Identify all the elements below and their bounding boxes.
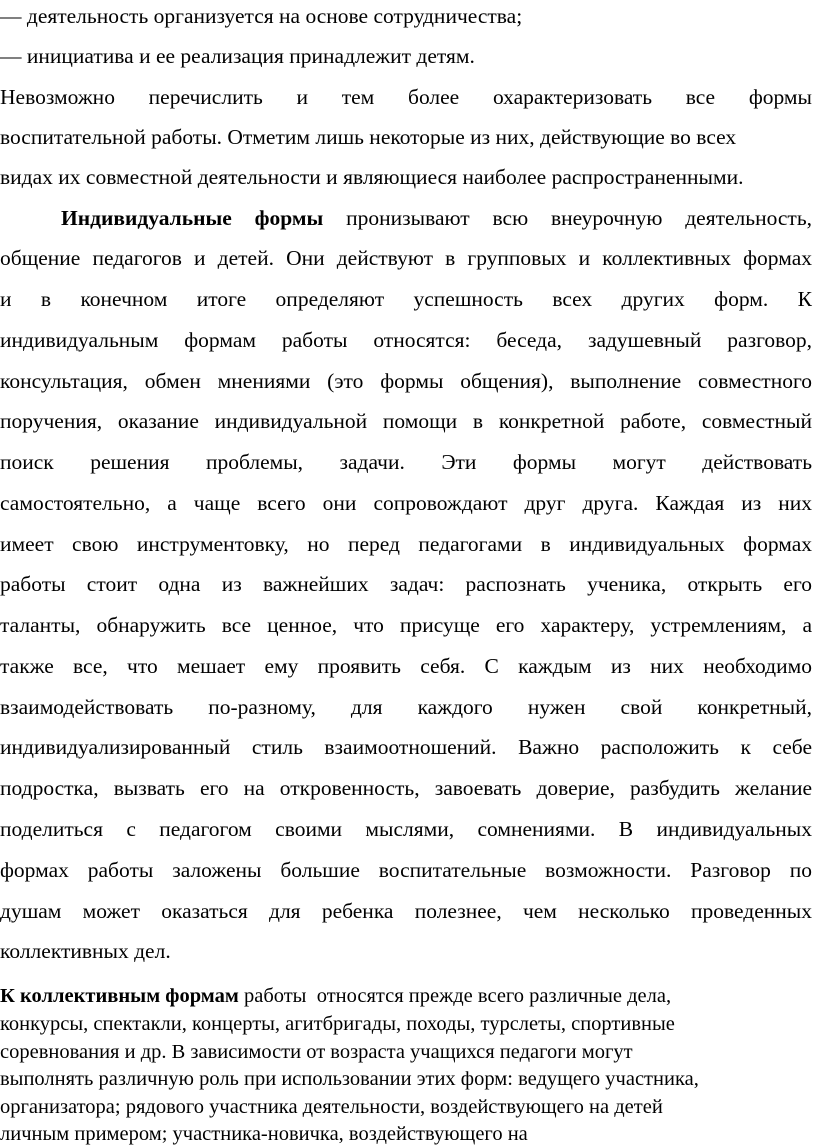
paragraph-line: Невозможно перечислить и тем более охарактеризовать все формы xyxy=(0,85,812,109)
paragraph-line: индивидуализированный стиль взаимоотношений. Важно расположить к себе xyxy=(0,735,812,759)
collective-forms-heading: К коллективным формам xyxy=(0,985,239,1007)
list-item: — деятельность организуется на основе сотрудничества; xyxy=(0,4,523,28)
list-item: — инициатива и ее реализация принадлежит детям. xyxy=(0,44,475,68)
paragraph-line: общение педагогов и детей. Они действуют в групповых и коллективных формах xyxy=(0,246,812,270)
paragraph-line: таланты, обнаружить все ценное, что присуще его характеру, устремлениям, а xyxy=(0,613,812,637)
paragraph-line: поручения, оказание индивидуальной помощи в конкретной работе, совместный xyxy=(0,409,812,433)
paragraph-line: соревнования и др. В зависимости от возраста учащихся педагоги могут xyxy=(0,1041,633,1063)
paragraph-line: видах их совместной деятельности и являющиеся наиболее распространенными. xyxy=(0,165,744,189)
paragraph-line: самостоятельно, а чаще всего они сопровождают друг друга. Каждая из них xyxy=(0,491,812,515)
paragraph-line: консультация, обмен мнениями (это формы общения), выполнение совместного xyxy=(0,369,812,393)
paragraph-line: выполнять различную роль при использовании этих форм: ведущего участника, xyxy=(0,1068,699,1090)
paragraph-line: Индивидуальные формы пронизывают всю внеурочную деятельность, xyxy=(61,206,813,230)
paragraph-line: поделиться с педагогом своими мыслями, сомнениями. В индивидуальных xyxy=(0,817,812,841)
paragraph-line: воспитательной работы. Отметим лишь некоторые из них, действующие во всех xyxy=(0,125,737,149)
paragraph-line: душам может оказаться для ребенка полезнее, чем несколько проведенных xyxy=(0,899,812,923)
paragraph-line: организатора; рядового участника деятельности, воздействующего на детей xyxy=(0,1096,663,1118)
paragraph-line: конкурсы, спектакли, концерты, агитбригады, походы, турслеты, спортивные xyxy=(0,1013,675,1035)
paragraph-line: коллективных дел. xyxy=(0,939,171,963)
individual-forms-heading: Индивидуальные формы xyxy=(61,206,324,230)
paragraph-line: подростка, вызвать его на откровенность, завоевать доверие, разбудить желание xyxy=(0,776,812,800)
paragraph-line: работы стоит одна из важнейших задач: распознать ученика, открыть его xyxy=(0,572,812,596)
paragraph-line: личным примером; участника-новичка, воздействующего на xyxy=(0,1123,528,1145)
paragraph-line: также все, что мешает ему проявить себя. С каждым из них необходимо xyxy=(0,654,812,678)
paragraph-line: формах работы заложены большие воспитательные возможности. Разговор по xyxy=(0,858,812,882)
paragraph-line: индивидуальным формам работы относятся: беседа, задушевный разговор, xyxy=(0,328,812,352)
paragraph-line: взаимодействовать по-разному, для каждого нужен свой конкретный, xyxy=(0,695,812,719)
paragraph-line: поиск решения проблемы, задачи. Эти формы могут действовать xyxy=(0,450,812,474)
paragraph-line: и в конечном итоге определяют успешность всех других форм. К xyxy=(0,287,812,311)
paragraph-line: имеет свою инструментовку, но перед педагогами в индивидуальных формах xyxy=(0,532,812,556)
paragraph-line: К коллективным формам работы относятся прежде всего различные дела, xyxy=(0,985,672,1007)
